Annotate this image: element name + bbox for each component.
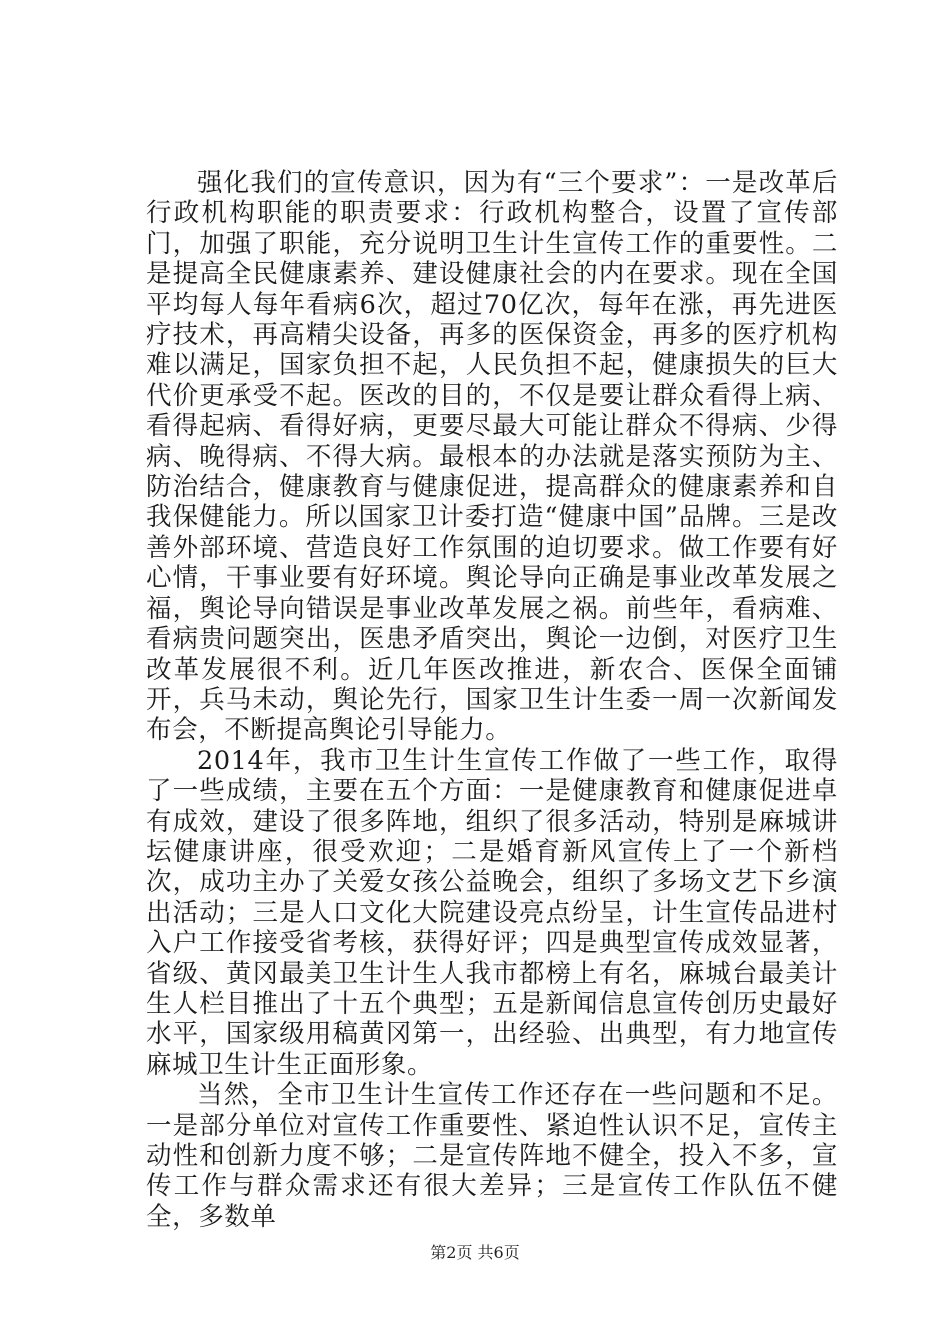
- page-footer: [0, 1243, 950, 1263]
- paragraph-problems: 当然，全市卫生计生宣传工作还存在一些问题和不足。一是部分单位对宣传工作重要性、紧迫性认识不足，宣传主动性和创新力度不够；二是宣传阵地不健全，投入不多，宣传工作与群众需求还有很大差异；三是宣传工作队伍不健全，多数单: [146, 1080, 838, 1232]
- document-body: [146, 168, 838, 1232]
- page-number-indicator: 第2页 共6页: [430, 1243, 520, 1262]
- paragraph-2014-achievements: 2014年，我市卫生计生宣传工作做了一些工作，取得了一些成绩，主要在五个方面：一是健康教育和健康促进卓有成效，建设了很多阵地，组织了很多活动，特别是麻城讲坛健康讲座，很受欢迎；二是婚育新风宣传上了一个新档次，成功主办了关爱女孩公益晚会，组织了多场文艺下乡演出活动；三是人口文化大院建设亮点纷呈，计生宣传品进村入户工作接受省考核，获得好评；四是典型宣传成效显著，省级、黄冈最美卫生计生人我市都榜上有名，麻城台最美计生人栏目推出了十五个典型；五是新闻信息宣传创历史最好水平，国家级用稿黄冈第一，出经验、出典型，有力地宣传麻城卫生计生正面形象。: [146, 745, 838, 1080]
- paragraph-three-requirements: 强化我们的宣传意识，因为有“三个要求”：一是改革后行政机构职能的职责要求：行政机构整合，设置了宣传部门，加强了职能，充分说明卫生计生宣传工作的重要性。二是提高全民健康素养、建设健康社会的内在要求。现在全国平均每人每年看病6次，超过70亿次，每年在涨，再先进医疗技术，再高精尖设备，再多的医保资金，再多的医疗机构难以满足，国家负担不起，人民负担不起，健康损失的巨大代价更承受不起。医改的目的，不仅是要让群众看得上病、看得起病、看得好病，更要尽最大可能让群众不得病、少得病、晚得病、不得大病。最根本的办法就是落实预防为主、防治结合，健康教育与健康促进，提高群众的健康素养和自我保健能力。所以国家卫计委打造“健康中国”品牌。三是改善外部环境、营造良好工作氛围的迫切要求。做工作要有好心情，干事业要有好环境。舆论导向正确是事业改革发展之福，舆论导向错误是事业改革发展之祸。前些年，看病难、看病贵问题突出，医患矛盾突出，舆论一边倒，对医疗卫生改革发展很不利。近几年医改推进，新农合、医保全面铺开，兵马未动，舆论先行，国家卫生计生委一周一次新闻发布会，不断提高舆论引导能力。: [146, 168, 838, 746]
